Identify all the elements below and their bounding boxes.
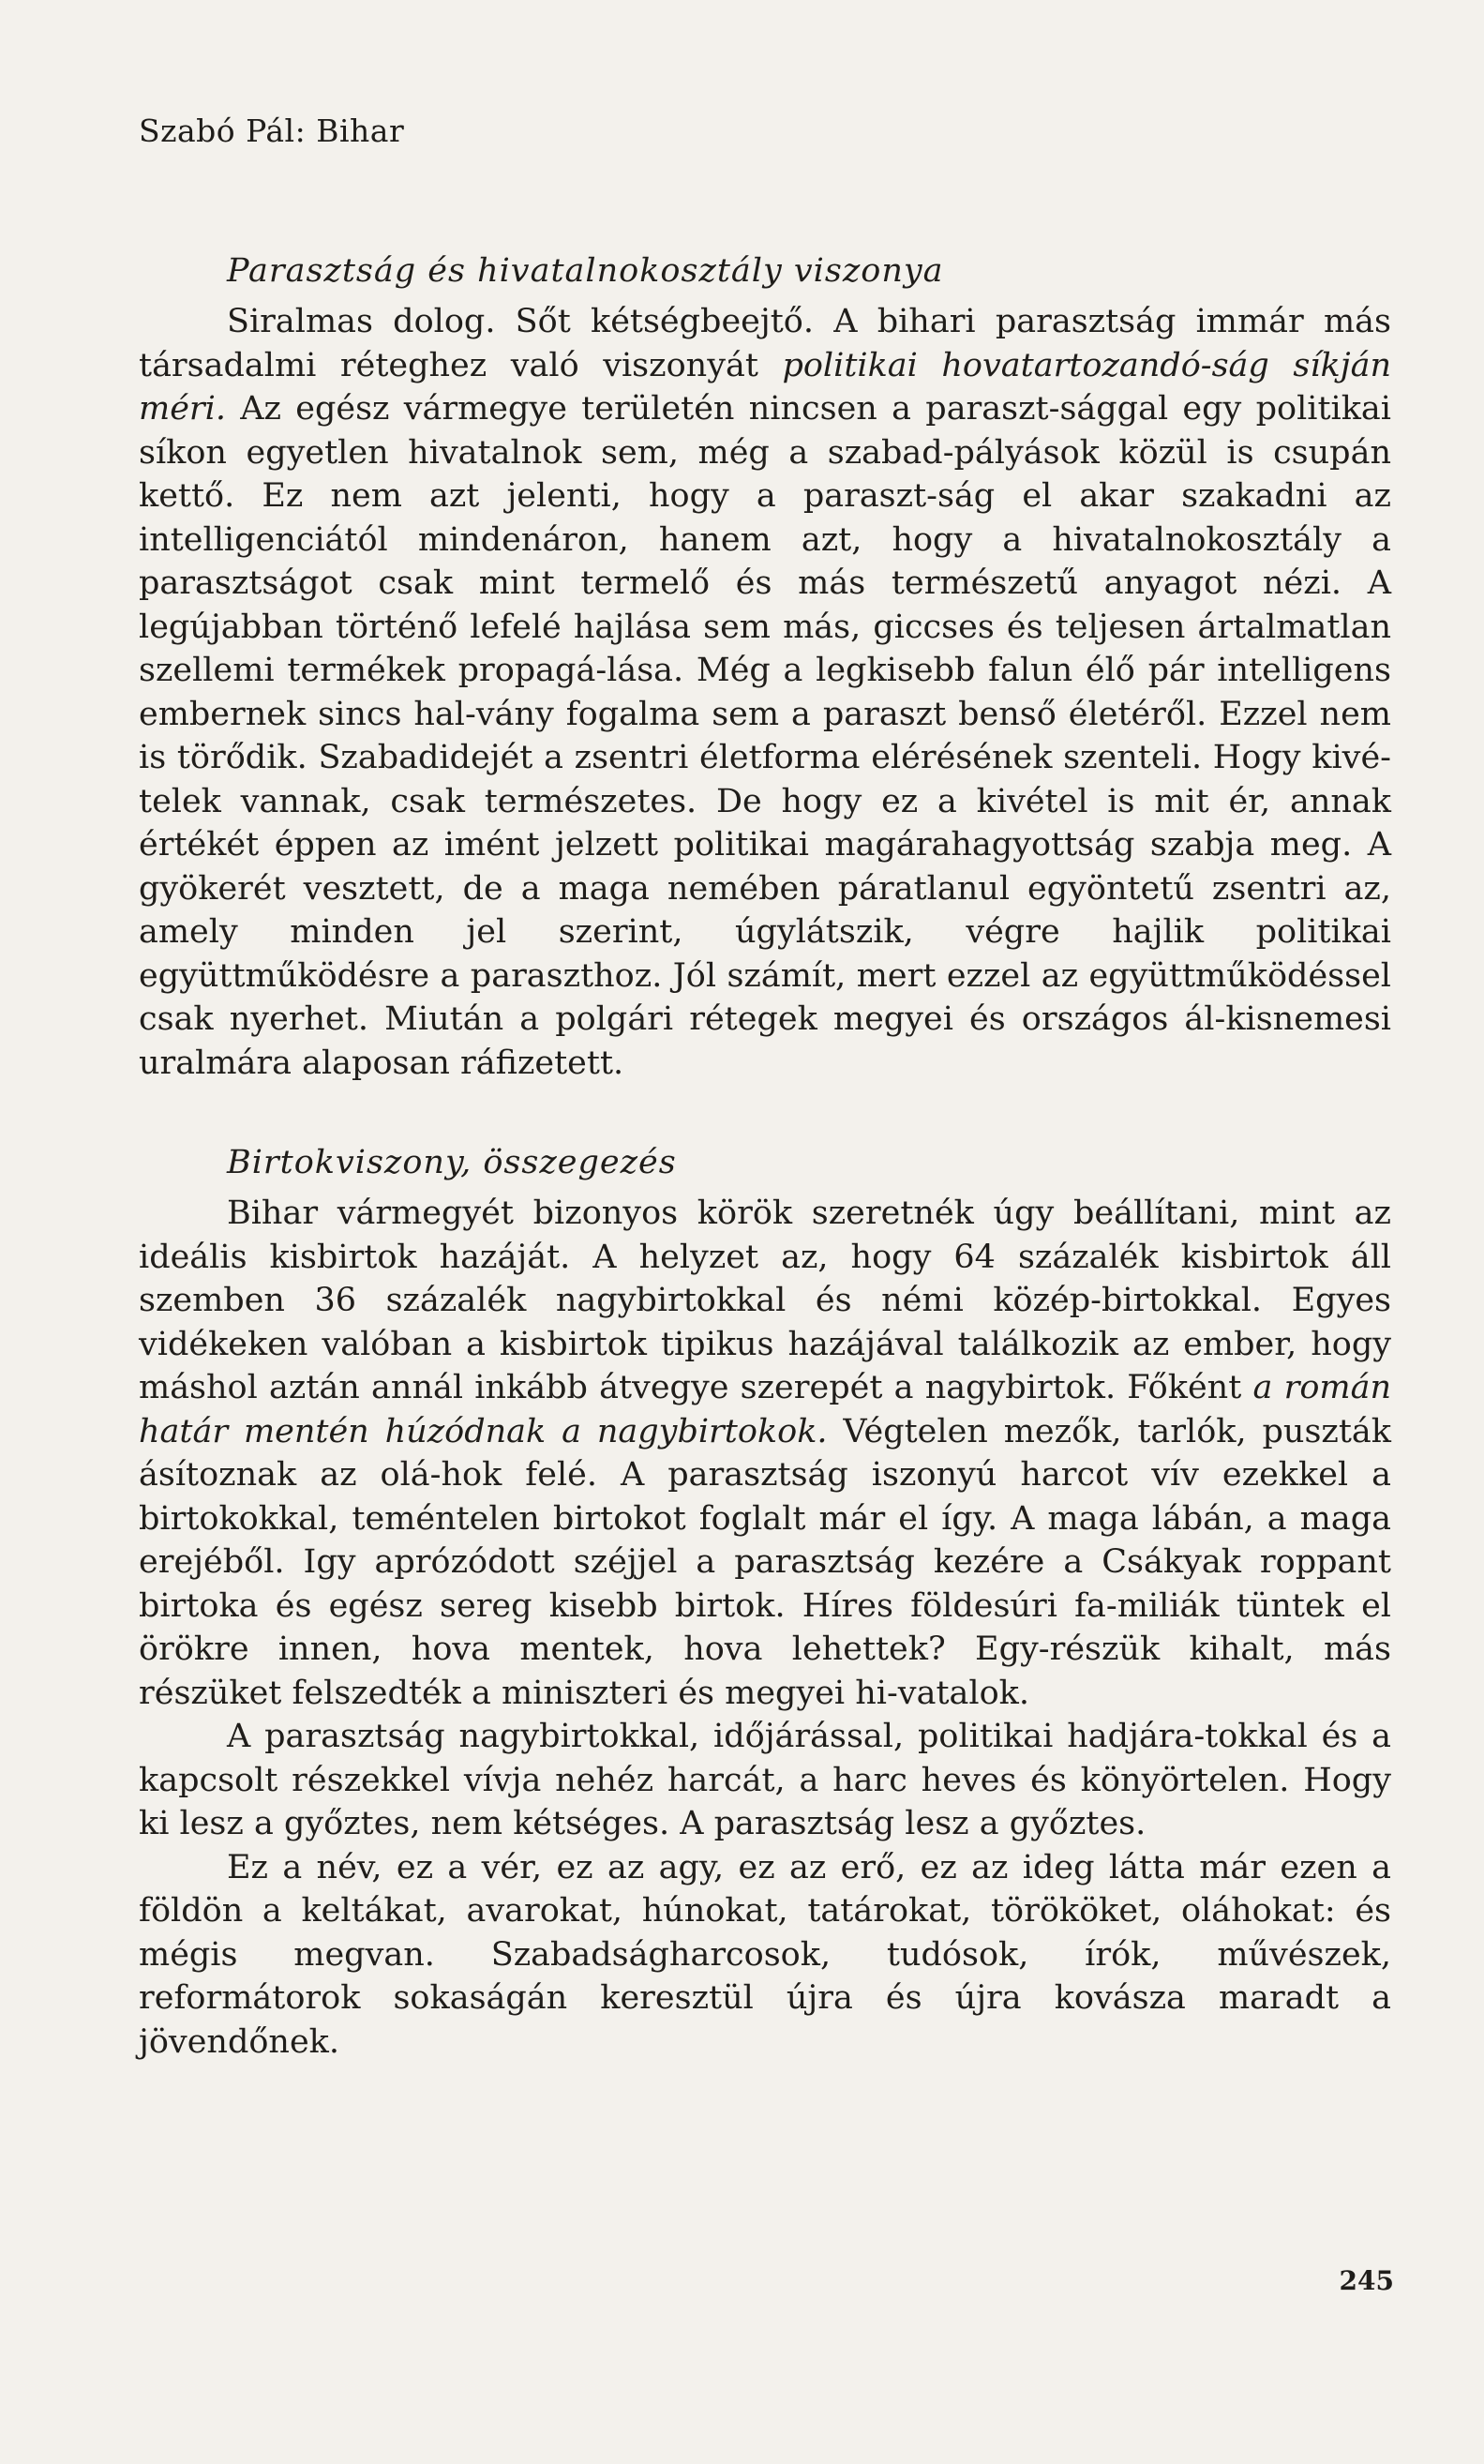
running-head: Szabó Pál: Bihar <box>139 113 405 149</box>
paragraph <box>139 1846 1391 2065</box>
paragraph <box>139 300 1391 1085</box>
text-run: Siralmas dolog. Sőt kétségbeejtő. A bihari parasztság immár más társadalmi réteghez való viszonyát <box>139 303 1391 384</box>
text-run: Az egész vármegye területén nincsen a paraszt-sággal egy politikai síkon egyetlen hivatalnok sem, még a szabad-pályások közül is csupán kettő. Ez nem azt jelenti, hogy a paraszt-ság el akar szakadni az intelligenciától mindenáron, hanem azt, hogy a hivatalnokosztály a parasztságot csak mint termelő és más természetű anyagot nézi. A legújabban történő lefelé hajlása sem más, giccses és teljesen ártalmatlan szellemi termékek propagá-lása. Még a legkisebb falun élő pár intelligens embernek sincs hal-vány fogalma sem a paraszt benső életéről. Ezzel nem is törődik. Szabadidejét a zsentri életforma elérésének szenteli. Hogy kivé-telek vannak, csak természetes. De hogy ez a kivétel is mit ér, annak értékét éppen az imént jelzett politikai magárahagyottság szabja meg. A gyökerét vesztett, de a maga nemében páratlanul egyöntetű zsentri az, amely minden jel szerint, úgylátszik, végre hajlik politikai együttműködésre a paraszthoz. Jól számít, mert ezzel az együttműködéssel csak nyerhet. Miután a polgári rétegek megyei és országos ál-kisnemesi uralmára alaposan ráfizetett. <box>139 390 1391 1082</box>
text-run: Végtelen mezők, tarlók, puszták ásítoznak az olá-hok felé. A parasztság iszonyú harcot vív ezekkel a birtokokkal, teméntelen birtokot foglalt már el így. A maga lábán, a maga erejéből. Igy aprózódott széjjel a parasztság kezére a Csákyak roppant birtoka és egész sereg kisebb birtok. Híres földesúri fa-miliák tüntek el örökre innen, hova mentek, hova lehettek? Egy-részük kihalt, más részüket felszedték a miniszteri és megyei hi-vatalok. <box>139 1412 1392 1712</box>
page-number: 245 <box>1339 2265 1394 2296</box>
paragraph <box>139 1192 1391 1715</box>
section-title-1: Parasztság és hivatalnokosztály viszonya <box>227 252 944 290</box>
text-run: Ez a név, ez a vér, ez az agy, ez az erő, ez az ideg látta már ezen a földön a keltákat, avarokat, húnokat, tatárokat, törököket, oláhokat: és mégis megvan. Szabadságharcosok, tudósok, írók, művészek, reformátorok sokaságán keresztül újra és újra kovásza maradt a jövendőnek. <box>139 1848 1391 2061</box>
text-run: Bihar vármegyét bizonyos körök szeretnék úgy beállítani, mint az ideális kisbirtok hazáját. A helyzet az, hogy 64 százalék kisbirtok áll szemben 36 százalék nagybirtokkal és némi közép-birtokkal. Egyes vidékeken valóban a kisbirtok tipikus hazájával találkozik az ember, hogy máshol aztán annál inkább átvegye szerepét a nagybirtok. Főként <box>139 1194 1391 1406</box>
section-title-2: Birtokviszony, összegezés <box>227 1144 677 1181</box>
emphasis-run: politikai hovatartozandó-ság síkján méri. <box>139 346 1391 428</box>
page-body <box>139 242 1391 2064</box>
paragraph <box>139 1715 1391 1846</box>
text-run: A parasztság nagybirtokkal, időjárással, politikai hadjára-tokkal és a kapcsolt részekkel vívja nehéz harcát, a harc heves és könyörtelen. Hogy ki lesz a győztes, nem kétséges. A parasztság lesz a győztes. <box>139 1718 1391 1842</box>
emphasis-run: a román határ mentén húzódnak a nagybirtokok. <box>139 1369 1391 1450</box>
